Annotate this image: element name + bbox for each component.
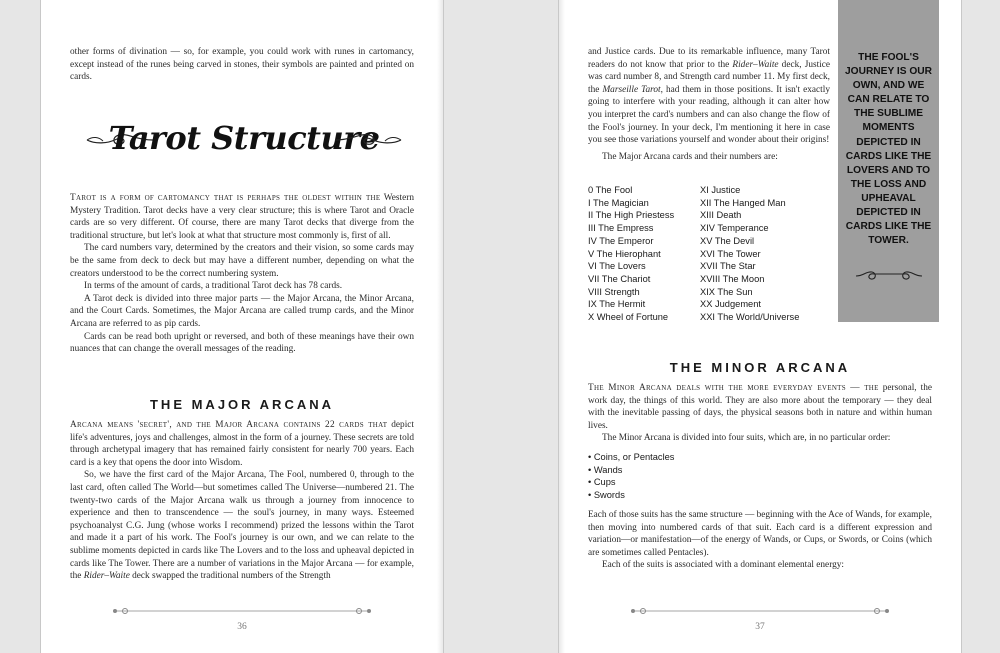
major-card-item: XIX The Sun [700,286,753,297]
major-card-item: XIII Death [700,210,742,221]
suit-item: • Cups [588,477,616,488]
major-card-item: XVIII The Moon [700,273,765,284]
major-card-item: V The Hierophant [588,248,661,259]
major-paragraph-1: Arcana means 'secret', and the Major Arcana contains 22 cards that depict life's adventures, joys and challenges, almost in the form of a journey. These secrets are told through archetypal imagery that has remained fairly consistent for nearly 700 years. Each card is a key that opens the door into Wisdom. [70,420,414,468]
suit-item: • Coins, or Pentacles [588,452,675,462]
minor-lead: The Minor Arcana deals with the more everyday events — the [588,383,879,393]
page-number: 37 [755,622,765,632]
minor-arcana-section [588,382,932,445]
major-lead: Arcana means 'secret', and the Major Arcana contains 22 cards that [70,420,388,430]
major-card-item: X Wheel of Fortune [588,312,669,323]
major-cards-column-1 [588,184,704,324]
pull-quote-sidebar [838,0,939,322]
structure-paragraph-1: Tarot is a form of cartomancy that is perhaps the oldest within the Western Mystery Tradition. Tarot decks have a very clear structure; this is where Tarot and Oracle cards are so very different. Of course, there are many Tarot decks that diverge from the traditional structure, but let's look at what that structure most commonly is, first of all. [70,193,414,241]
major-card-item: XXI The World/Universe [700,312,800,323]
major-card-item: VIII Strength [588,286,640,297]
page-number: 36 [237,622,247,632]
structure-lead: Tarot is a form of cartomancy that is perhaps the oldest within the [70,193,381,203]
minor-paragraph-1: The Minor Arcana deals with the more everyday events — the personal, the work day, the things of this world. They are also more about the temporary — they deal with the inevitable passing of days, the physical seasons both in nature and within human lives. [588,383,932,431]
minor-paragraph-3: Each of those suits has the same structure — beginning with the Ace of Wands, for example, then moving into numbered cards of that suit. Each card is a different expression and variation—or manifestation—of the energy of Wands, or Cups, or Swords, or Coins (which are sometimes called Pentacles). [588,510,933,558]
structure-paragraph-3: In terms of the amount of cards, a traditional Tarot deck has 78 cards. [84,281,343,292]
major-card-item: XII The Hanged Man [700,197,786,208]
major-card-item: VII The Chariot [588,273,651,284]
major-card-item: III The Empress [588,223,654,234]
intro-paragraph: other forms of divination — so, for example, you could work with runes in cartomancy, except instead of the runes being carved in stones, their symbols are painted and printed on cards. [70,47,414,83]
list-intro: The Major Arcana cards and their numbers are: [602,151,778,162]
sidebar-flourish-icon [854,268,924,284]
chapter-title: Tarot Structure [108,119,380,157]
structure-paragraph-5: Cards can be read both upright or reversed, and both of these meanings have their own nuances that can change the overall messages of the reading. [70,331,414,355]
major-card-item: XI Justice [700,185,741,195]
pull-quote-text: THE FOOL'S JOURNEY IS OUR OWN, AND WE CAN RELATE TO THE SUBLIME MOMENTS DEPICTED IN CARDS LIKE THE LOVERS AND TO THE LOSS AND UPHEAVAL DEPICTED IN CARDS LIKE THE TOWER. [845,52,932,247]
major-card-item: I The Magician [588,197,649,208]
major-arcana-heading: THE MAJOR ARCANA [149,397,335,412]
minor-arcana-heading: THE MINOR ARCANA [669,360,851,375]
suit-item: • Wands [588,464,623,475]
footer-ornament-icon [111,604,373,618]
major-card-item: XV The Devil [700,235,755,246]
minor-arcana-continued [588,509,932,572]
major-card-item: XX Judgement [700,299,761,310]
tarot-structure-section [70,192,414,356]
major-card-item: IX The Hermit [588,299,646,310]
gutter-shadow [437,0,443,653]
right-flourish-icon [333,130,403,150]
major-card-item: XIV Temperance [700,223,769,234]
chapter-title-block [99,112,389,164]
structure-paragraph-2: The card numbers vary, determined by the creators and their vision, so some cards may be the same from deck to deck but may have a different number, depending on what the creators understood to be the correct numbering system. [70,243,414,279]
major-card-item: XVII The Star [700,261,756,272]
gutter-shadow [559,0,565,653]
major-card-item: II The High Priestess [588,210,675,221]
major-card-item: IV The Emperor [588,235,654,246]
minor-paragraph-4: Each of the suits is associated with a dominant elemental energy: [602,560,844,571]
suits-list [588,451,788,501]
structure-paragraph-4: A Tarot deck is divided into three major parts — the Major Arcana, the Minor Arcana, and the Court Cards. Sometimes, the Major Arcana are called trump cards, and the Minor Arcana are referred to as pip cards. [70,293,414,329]
minor-paragraph-2: The Minor Arcana is divided into four suits, which are, in no particular order: [602,433,891,444]
suit-item: • Swords [588,489,625,500]
major-arcana-section [70,419,414,583]
major-paragraph-2: So, we have the first card of the Major Arcana, The Fool, numbered 0, through to the last card, often called The World—but sometimes called The Universe—numbered 21. The twenty-two cards of the Major Arcana walk us through a journey from innocence to experience and then to transcendence — the soul's journey, in many ways. Esteemed psychoanalyst C.G. Jung (whose works I recommend) prized the lessons within the Tarot and made it a part of his work. The Fool's journey is our own, and we can relate to the sublime moments depicted in cards like The Lovers and to the loss and upheaval depicted in cards like The Tower. There are a number of variations in the Major Arcana — for example, the Rider–Waite deck swapped the traditional numbers of the Strength [70,470,414,582]
major-card-item: XVI The Tower [700,248,761,259]
left-page [40,0,444,653]
major-card-item: 0 The Fool [588,185,633,195]
footer-ornament-icon [629,604,891,618]
continuation-paragraph: and Justice cards. Due to its remarkable influence, many Tarot readers do not know that prior to the Rider–Waite deck, Justice was card number 8, and Strength card number 11. My first deck, the Marseille Tarot, had them in those positions. It isn't exactly going to interfere with your reading, although it can alter how you interpret the card's numbers and can also change the flow of the Fool's journey. In your deck, I'm mentioning it here in case you see those variations yourself and wonder about their origins! The Major Arcana cards and their numbers are: [588,47,831,162]
major-card-item: VI The Lovers [588,261,646,272]
major-cards-column-2 [700,184,826,324]
